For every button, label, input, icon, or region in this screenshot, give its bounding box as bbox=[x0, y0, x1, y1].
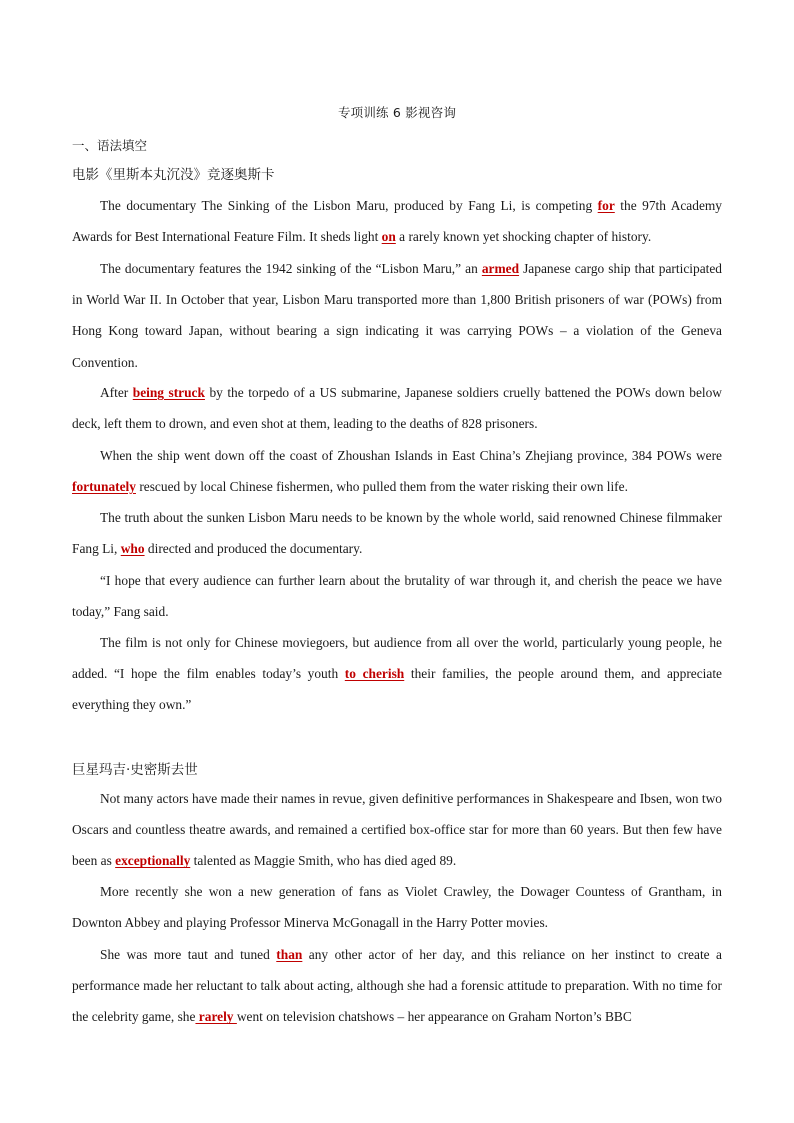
text-run: rescued by local Chinese fishermen, who pulled them from the water risking their own life. bbox=[135, 479, 628, 495]
text-run: The documentary The Sinking of the Lisbon Maru, produced by Fang Li, is competing bbox=[100, 198, 598, 213]
text-run: the 97th Academy Awards for Best International Feature Film. It sheds light bbox=[72, 198, 723, 245]
text-run: a rarely known yet shocking chapter of history. bbox=[395, 229, 652, 245]
article-1-paragraph-4 bbox=[72, 440, 722, 502]
text-run: went on television chatshows – her appearance on Graham Norton’s BBC bbox=[236, 1009, 632, 1025]
answer-blank: than bbox=[276, 947, 303, 962]
text-run: their families, the people around them, and appreciate everything they own.” bbox=[72, 666, 722, 713]
article-1-paragraph-7 bbox=[72, 627, 722, 721]
text-run: by the torpedo of a US submarine, Japanese soldiers cruelly battened the POWs down below deck, left them to drown, and even shot at them, leading to the deaths of 828 prisoners. bbox=[72, 385, 722, 432]
text-run: any other actor of her day, and this reliance on her instinct to create a performance made her reluctant to talk about acting, although she had a forensic attitude to preparation. With no time for the celebrity game, she bbox=[72, 947, 722, 1025]
article-1-paragraph-5 bbox=[72, 502, 722, 564]
text-run: When the ship went down off the coast of Zhoushan Islands in East China’s Zhejiang province, 384 POWs were bbox=[100, 448, 722, 463]
answer-blank: who bbox=[120, 541, 145, 557]
article-1-heading: 电影《里斯本丸沉没》竞逐奥斯卡 bbox=[72, 167, 275, 183]
answer-blank: being struck bbox=[132, 385, 205, 400]
text-run: Japanese cargo ship that participated in World War II. In October that year, Lisbon Maru transported more than 1,800 British prisoners of war (POWs) from Hong Kong toward Japan, without bearing a sign indicating it was carrying POWs – a violation of the Geneva Convention. bbox=[72, 261, 722, 370]
text-run: The truth about the sunken Lisbon Maru needs to be known by the whole world, said renowned Chinese filmmaker Fang Li, bbox=[72, 510, 722, 557]
answer-blank: on bbox=[381, 229, 396, 245]
answer-blank: rarely bbox=[195, 1009, 237, 1025]
article-2-paragraph-1 bbox=[72, 783, 722, 877]
section-heading: 一、语法填空 bbox=[72, 138, 148, 153]
text-run: The film is not only for Chinese moviegoers, but audience from all over the world, particularly young people, he added. “I hope the film enables today’s youth bbox=[72, 635, 722, 682]
answer-blank: fortunately bbox=[72, 479, 136, 495]
answer-blank: to cherish bbox=[344, 666, 405, 682]
article-1-paragraph-6 bbox=[72, 565, 722, 627]
answer-blank: for bbox=[597, 198, 615, 213]
text-run: After bbox=[100, 385, 133, 400]
page-title: 专项训练 6 影视咨询 bbox=[337, 105, 457, 120]
article-2-paragraph-2 bbox=[72, 876, 722, 938]
article-1-paragraph-2 bbox=[72, 253, 722, 378]
text-run: “I hope that every audience can further learn about the brutality of war through it, and cherish the peace we have today,” Fang said. bbox=[72, 573, 722, 620]
text-run: directed and produced the documentary. bbox=[144, 541, 363, 557]
article-1-paragraph-3 bbox=[72, 377, 722, 439]
text-run: talented as Maggie Smith, who has died aged 89. bbox=[190, 853, 457, 869]
text-run: She was more taut and tuned bbox=[100, 947, 277, 962]
article-1-paragraph-1 bbox=[72, 190, 722, 252]
article-2-paragraph-3 bbox=[72, 939, 722, 1033]
text-run: More recently she won a new generation of fans as Violet Crawley, the Dowager Countess of Grantham, in Downton Abbey and playing Professor Minerva McGonagall in the Harry Potter movies. bbox=[72, 884, 722, 931]
article-2-heading: 巨星玛吉·史密斯去世 bbox=[72, 762, 198, 778]
text-run: Not many actors have made their names in revue, given definitive performances in Shakespeare and Ibsen, won two Oscars and countless theatre awards, and remained a certified box-office star for more than 60 years. But then few have been as bbox=[72, 791, 722, 869]
answer-blank: armed bbox=[481, 261, 520, 276]
text-run: The documentary features the 1942 sinking of the “Lisbon Maru,” an bbox=[100, 261, 482, 276]
answer-blank: exceptionally bbox=[115, 853, 191, 869]
